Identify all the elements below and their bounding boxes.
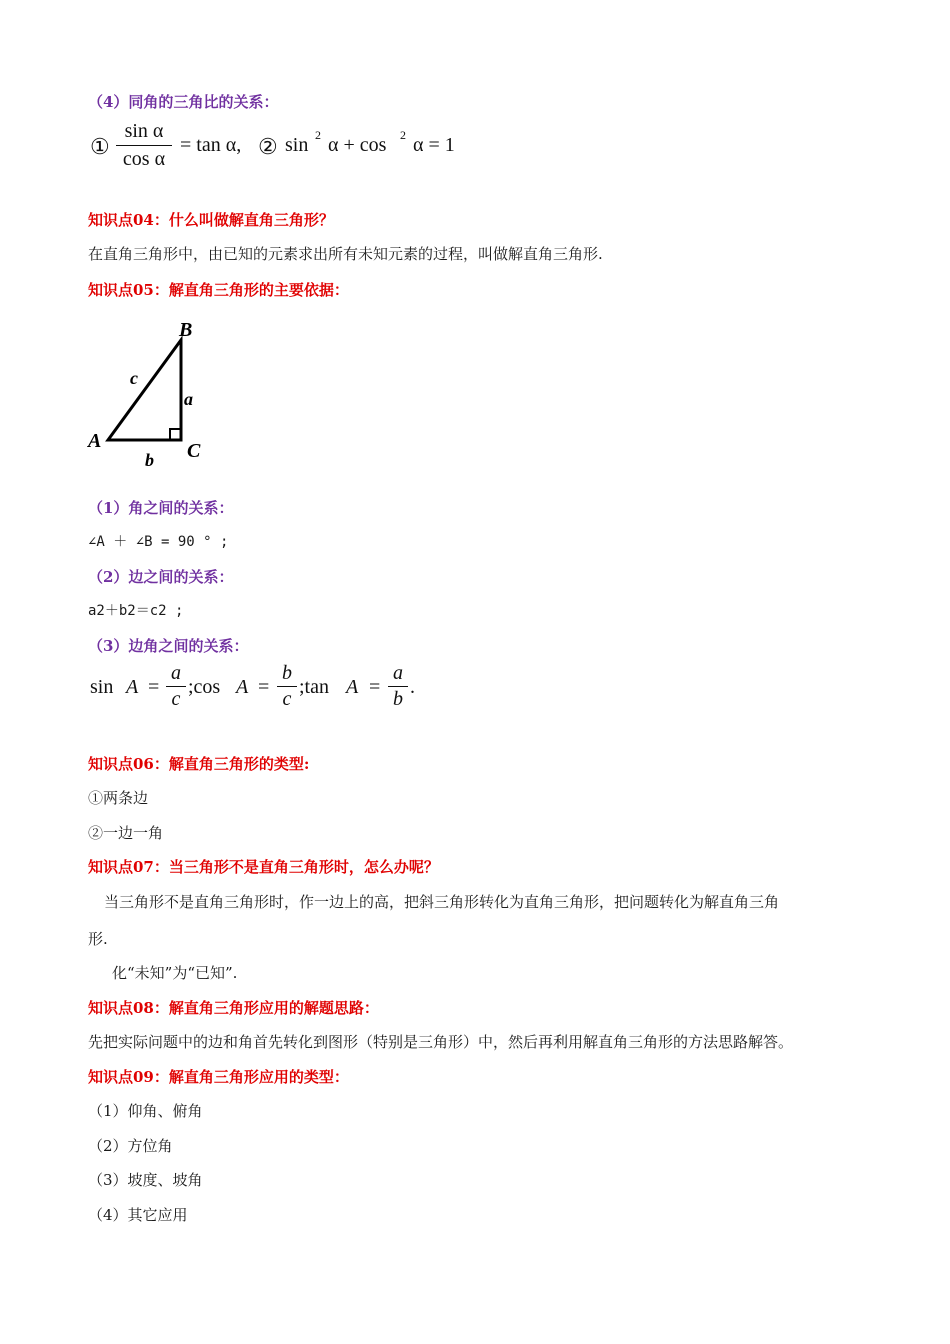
kp05-heading: 知识点05：解直角三角形的主要依据：	[88, 281, 349, 299]
side-b-label: b	[145, 450, 154, 470]
numerator: a	[393, 662, 403, 684]
vertex-a-label: A	[88, 430, 102, 452]
fraction-a-over-c	[166, 662, 186, 711]
vertex-c-label: C	[187, 440, 201, 462]
right-triangle-figure	[80, 312, 220, 472]
kp09-heading: 知识点09：解直角三角形应用的类型：	[88, 1068, 349, 1086]
side-relation-text: a2＋b2＝c2 ;	[88, 603, 184, 619]
exponent-2: 2	[315, 128, 321, 142]
side-c-label: c	[130, 368, 138, 388]
section-4-heading: （4）同角的三角比的关系：	[88, 93, 279, 111]
kp06-heading: 知识点06：解直角三角形的类型:	[88, 755, 310, 773]
denominator: c	[282, 688, 292, 710]
identity-equals-one: α = 1	[413, 134, 455, 156]
fraction-denominator: cos α	[122, 148, 166, 170]
angle-a: A	[236, 676, 249, 698]
circled-two: ②	[258, 134, 278, 159]
numerator: a	[171, 662, 181, 684]
equals-sign: =	[369, 676, 381, 698]
equals-sign: =	[258, 676, 270, 698]
identity-rhs-tan: = tan α,	[180, 134, 242, 156]
kp07-paragraph-line2: 形.	[88, 930, 108, 948]
tan-label: ;tan	[299, 676, 329, 698]
right-angle-marker	[170, 429, 181, 440]
denominator: c	[171, 688, 181, 710]
denominator: b	[393, 688, 403, 710]
fraction-bar	[388, 686, 408, 687]
kp07-paragraph-line1: 当三角形不是直角三角形时，作一边上的高，把斜三角形转化为直角三角形，把问题转化为解直角三角	[104, 893, 780, 911]
angle-relation-heading: （1）角之间的关系：	[88, 499, 234, 517]
fraction-numerator: sin α	[124, 120, 164, 142]
angle-a: A	[126, 676, 139, 698]
kp07-heading: 知识点07：当三角形不是直角三角形时，怎么办呢？	[88, 858, 439, 876]
kp09-item: （1）仰角、俯角	[88, 1102, 203, 1120]
kp09-item: （4）其它应用	[88, 1206, 188, 1224]
circled-one: ①	[90, 134, 110, 159]
side-angle-relation-heading: （3）边角之间的关系：	[88, 637, 249, 655]
side-a-label: a	[184, 389, 193, 409]
fraction-bar	[277, 686, 297, 687]
numerator: b	[282, 662, 292, 684]
kp08-text: 先把实际问题中的边和角首先转化到图形（特别是三角形）中，然后再利用解直角三角形的方法思路解答。	[88, 1033, 794, 1051]
vertex-b-label: B	[179, 319, 193, 341]
sin-label: sin	[90, 676, 114, 698]
sin-over-cos-fraction	[116, 120, 172, 171]
kp09-item: （2）方位角	[88, 1137, 173, 1155]
kp08-heading: 知识点08：解直角三角形应用的解题思路：	[88, 999, 379, 1017]
kp04-heading: 知识点04：什么叫做解直角三角形？	[88, 211, 334, 229]
fraction-bar	[116, 145, 172, 146]
triangle-outline	[108, 340, 181, 440]
fraction-b-over-c	[277, 662, 297, 711]
kp09-item: （3）坡度、坡角	[88, 1171, 203, 1189]
kp07-tip: 化“未知”为“已知”.	[112, 964, 238, 982]
exponent-2: 2	[400, 128, 406, 142]
cos-label: ;cos	[188, 676, 221, 698]
formula-period: .	[410, 676, 415, 698]
side-relation-heading: （2）边之间的关系：	[88, 568, 234, 586]
kp06-item: ②一边一角	[88, 824, 164, 842]
kp04-text: 在直角三角形中，由已知的元素求出所有未知元素的过程，叫做解直角三角形.	[88, 245, 603, 263]
identity-alpha-plus-cos: α + cos	[328, 134, 387, 156]
angle-relation-text: ∠A ＋ ∠B = 90 ° ;	[88, 534, 229, 550]
kp06-item: ①两条边	[88, 789, 149, 807]
fraction-bar	[166, 686, 186, 687]
fraction-a-over-b	[388, 662, 408, 711]
angle-a: A	[346, 676, 359, 698]
identity-sin: sin	[285, 134, 309, 156]
equals-sign: =	[148, 676, 160, 698]
